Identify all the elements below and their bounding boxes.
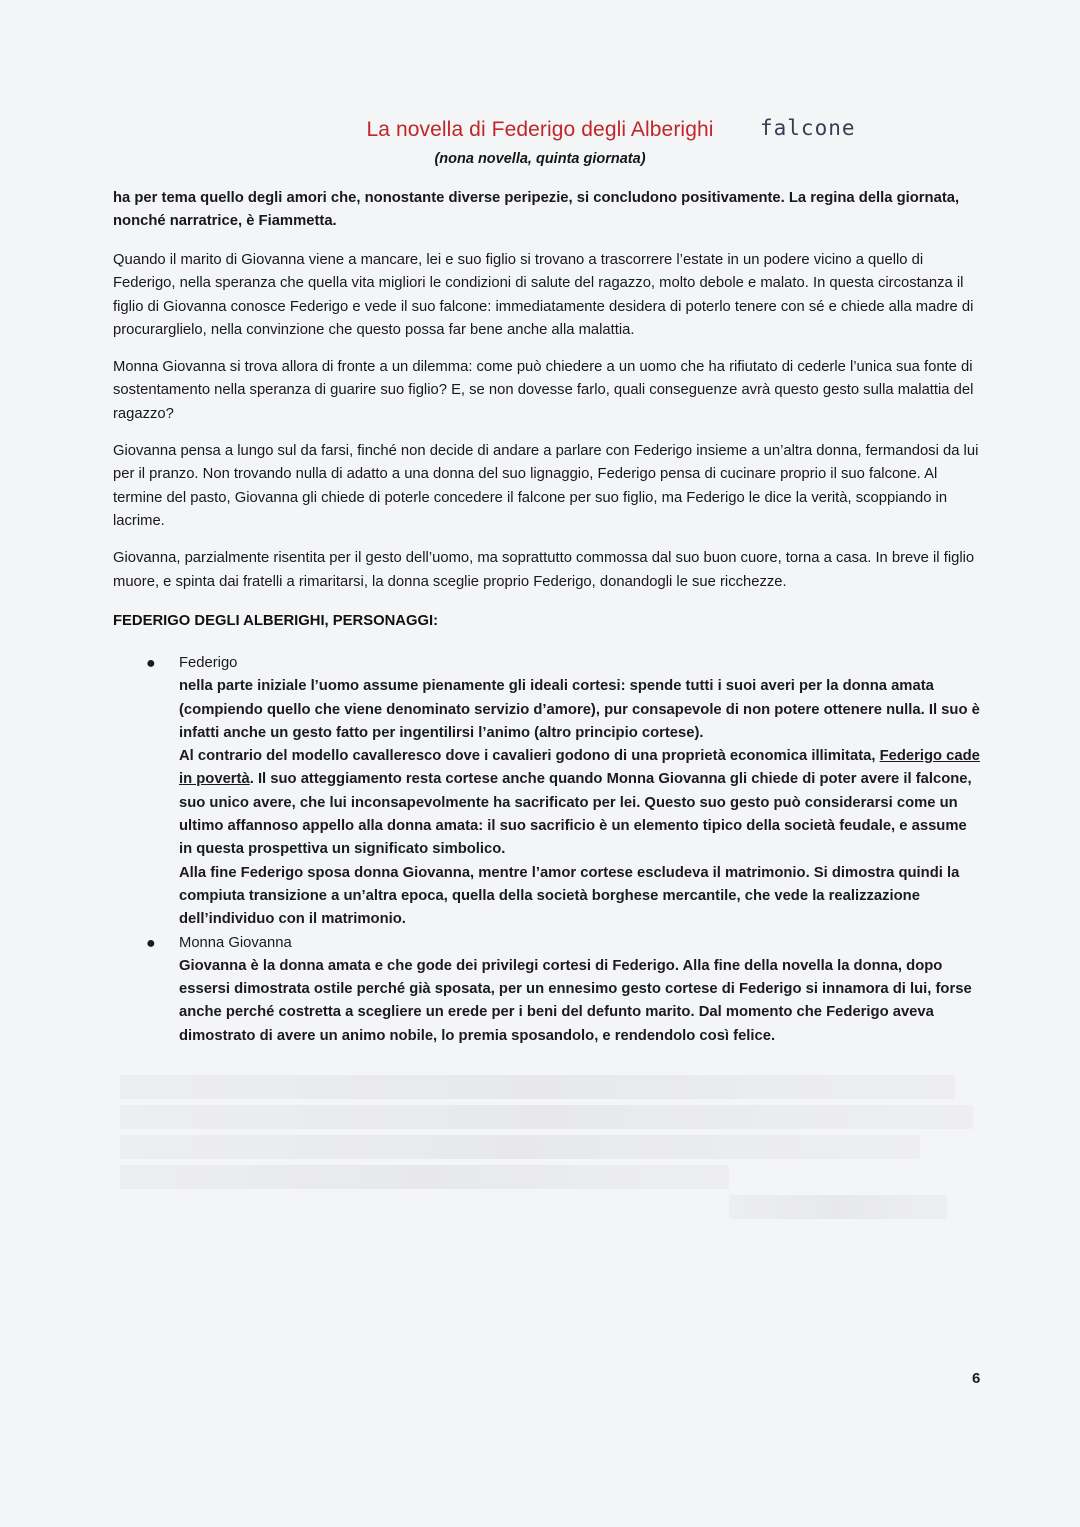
bullet-icon: ● bbox=[146, 655, 156, 672]
intro-paragraph bbox=[113, 187, 979, 248]
title-row bbox=[0, 118, 1080, 142]
text-run: . Il suo atteggiamento resta cortese anche quando Monna Giovanna gli chiede di poter avere il falcone, suo unico avere, che lui inconsapevolmente ha sacrificato per lei. Questo suo gesto può considerarsi come un ultimo affannoso appello alla donna amata: il suo sacrificio è un elemento tipico della società feudale, e assume in questa prospettiva un significato simbolico. bbox=[179, 771, 972, 858]
paragraph: Quando il marito di Giovanna viene a mancare, lei e suo figlio si trovano a trascorrere l’estate in un podere vicino a quello di Federigo, nella speranza che quella vita migliori le condizioni di salute del ragazzo, molto debole e malato. In questa circostanza il figlio di Giovanna conosce Federigo e vede il suo falcone: immediatamente desidera di poterlo tenere con sé e chiede alla madre di procurarglielo, nella convinzione che questo possa far bene anche alla malattia. bbox=[113, 252, 974, 338]
character-name: Monna Giovanna bbox=[179, 934, 292, 951]
page-title: La novella di Federigo degli Alberighi bbox=[366, 118, 714, 141]
character-list bbox=[146, 652, 982, 1048]
character-text: nella parte iniziale l’uomo assume pienamente gli ideali cortesi: spende tutti i suoi averi per la donna amata (compiendo quello che viene denominato servizio d’amore), pur consapevole di non potere ottenere nulla. Il suo è infatti anche un gesto fatto per ingentilirsi l’animo (altro principio cortese). bbox=[179, 678, 980, 741]
paragraph: ha per tema quello degli amori che, nonostante diverse peripezie, si concludono positivamente. La regina della giornata, nonché narratrice, è Fiammetta. bbox=[113, 190, 960, 230]
section-heading: FEDERIGO DEGLI ALBERIGHI, PERSONAGGI: bbox=[113, 613, 439, 629]
page-number: 6 bbox=[972, 1370, 981, 1387]
text-run: Al contrario del modello cavalleresco dove i cavalieri godono di una proprietà economica illimitata, bbox=[179, 748, 880, 765]
paragraph: Monna Giovanna si trova allora di fronte a un dilemma: come può chiedere a un uomo che ha rifiutato di cederle l’unica sua fonte di sostentamento nella speranza di guarire suo figlio? E, se non dovesse farlo, quali conseguenze avrà questo gesto sulla malattia del ragazzo? bbox=[113, 359, 974, 422]
paragraph: Giovanna, parzialmente risentita per il gesto dell’uomo, ma soprattutto commossa dal suo buon cuore, torna a casa. In breve il figlio muore, e spinta dai fratelli a rimaritarsi, la donna sceglie proprio Federigo, donandogli le sue ricchezze. bbox=[113, 550, 975, 590]
paragraph: Giovanna pensa a lungo sul da farsi, finché non decide di andare a parlare con Federigo insieme a un’altra donna, fermandosi da lui per il pranzo. Non trovando nulla di adatto a una donna del suo lignaggio, Federigo pensa di cucinare proprio il suo falcone. Al termine del pasto, Giovanna gli chiede di poterle concedere il falcone per suo figlio, ma Federigo le dice la verità, scoppiando in lacrime. bbox=[113, 443, 979, 529]
list-item bbox=[146, 652, 982, 932]
bullet-icon: ● bbox=[146, 934, 156, 952]
page-subtitle: (nona novella, quinta giornata) bbox=[434, 151, 646, 167]
handwritten-note: falcone bbox=[760, 116, 856, 140]
underlined-phrase: Federigo cade in povertà bbox=[179, 748, 980, 788]
character-text: Alla fine Federigo sposa donna Giovanna, mentre l’amor cortese escludeva il matrimonio. Si dimostra quindi la compiuta transizione a un’altra epoca, quella della società borghese mercantile, che vede la realizzazione dell’individuo con il matrimonio. bbox=[179, 864, 960, 928]
character-text bbox=[179, 745, 982, 861]
bleed-through-shadow bbox=[120, 1075, 990, 1225]
list-item bbox=[146, 932, 982, 1048]
character-name: Federigo bbox=[179, 655, 238, 671]
character-text: Giovanna è la donna amata e che gode dei privilegi cortesi di Federigo. Alla fine della novella la donna, dopo essersi dimostrata ostile perché già sposata, per un ennesimo gesto cortese di Federigo si innamora di lui, forse anche perché costretta a scegliere un erede per i beni del defunto marito. Dal momento che Federigo aveva dimostrato di avere un animo nobile, lo premia sposandolo, e rendendolo così felice. bbox=[179, 957, 972, 1044]
summary-paragraphs bbox=[113, 249, 979, 608]
